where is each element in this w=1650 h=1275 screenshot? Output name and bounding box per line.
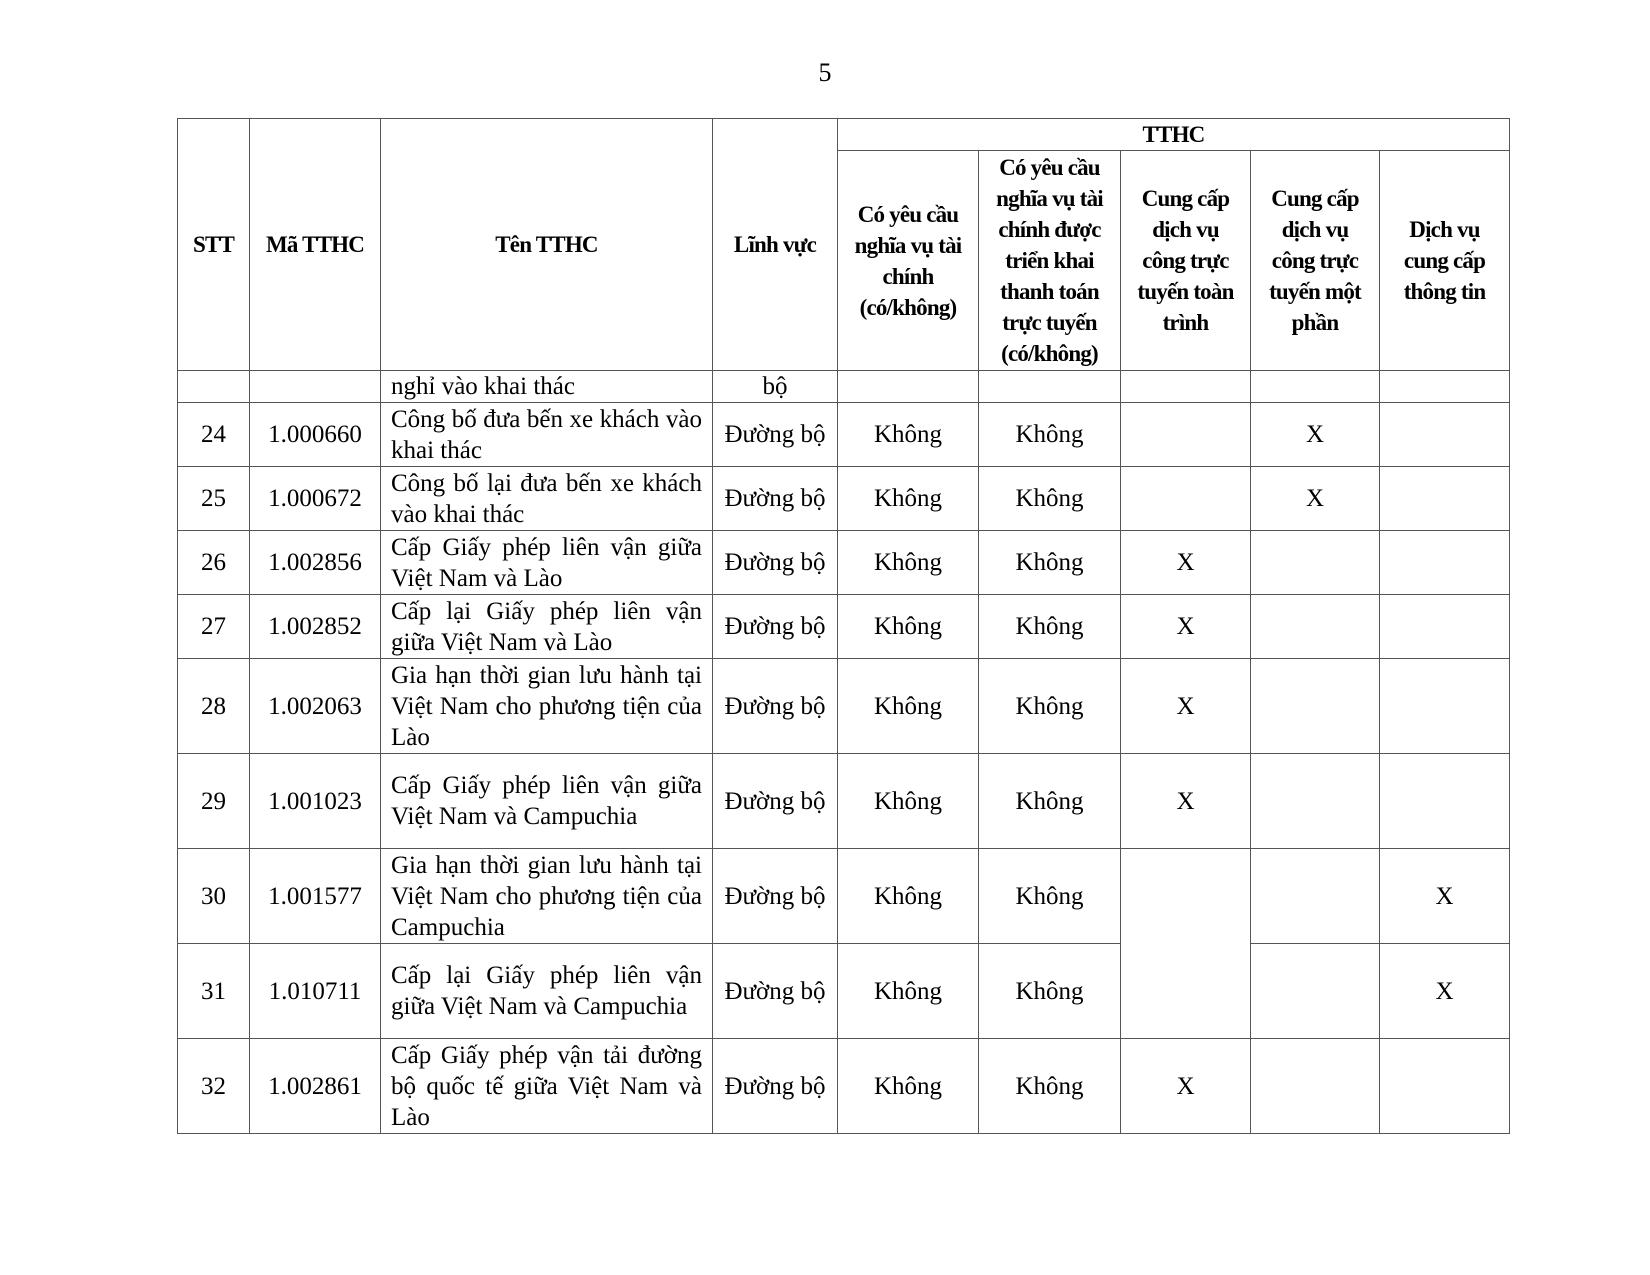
header-thanh-toan: Có yêu cầu nghĩa vụ tài chính được triển khai thanh toán trực tuyến (có/không) (979, 151, 1121, 371)
cell-tai-chinh: Không (838, 754, 979, 849)
cell-thong-tin (1380, 659, 1510, 754)
cell-ten: Gia hạn thời gian lưu hành tại Việt Nam cho phương tiện của Lào (381, 659, 713, 754)
header-toan-trinh: Cung cấp dịch vụ công trực tuyến toàn trình (1121, 151, 1251, 371)
cell-stt: 29 (178, 754, 250, 849)
cell-thong-tin (1380, 1039, 1510, 1134)
cell-ma: 1.002852 (250, 595, 381, 659)
cell-tai-chinh: Không (838, 944, 979, 1039)
cell-stt: 31 (178, 944, 250, 1039)
header-ten-tthc: Tên TTHC (381, 119, 713, 371)
cell-ten: Cấp Giấy phép liên vận giữa Việt Nam và Lào (381, 531, 713, 595)
cell-ma: 1.000672 (250, 467, 381, 531)
cell-thong-tin (1380, 754, 1510, 849)
cell-thong-tin (1380, 595, 1510, 659)
table-row (178, 1039, 1510, 1134)
cell-thanh-toan: Không (979, 849, 1121, 944)
cell-tai-chinh: Không (838, 849, 979, 944)
cell-stt: 30 (178, 849, 250, 944)
cell-linh-vuc: Đường bộ (713, 467, 838, 531)
cell-stt: 28 (178, 659, 250, 754)
header-group-tthc: TTHC (838, 119, 1510, 151)
cell-toan-trinh: X (1121, 1039, 1251, 1134)
cell-ten: Cấp Giấy phép vận tải đường bộ quốc tế giữa Việt Nam và Lào (381, 1039, 713, 1134)
cell-thanh-toan: Không (979, 403, 1121, 467)
table-row (178, 849, 1510, 944)
cell-ten: Cấp lại Giấy phép liên vận giữa Việt Nam và Lào (381, 595, 713, 659)
cell-mot-phan (1251, 944, 1380, 1039)
cell-thong-tin (1380, 403, 1510, 467)
cell-thong-tin (1380, 467, 1510, 531)
cell-linh-vuc: Đường bộ (713, 595, 838, 659)
table-row (178, 531, 1510, 595)
header-thong-tin: Dịch vụ cung cấp thông tin (1380, 151, 1510, 371)
cell-thanh-toan: Không (979, 1039, 1121, 1134)
cell-toan-trinh (1121, 403, 1251, 467)
cell-ten: Công bố lại đưa bến xe khách vào khai thác (381, 467, 713, 531)
cell-tai-chinh: Không (838, 467, 979, 531)
cell-thanh-toan: Không (979, 595, 1121, 659)
cell-ten: Công bố đưa bến xe khách vào khai thác (381, 403, 713, 467)
cell-linh-vuc: Đường bộ (713, 659, 838, 754)
cell-mot-phan (1251, 595, 1380, 659)
table-row (178, 403, 1510, 467)
table-row-continuation (178, 371, 1510, 403)
cell-ma: 1.000660 (250, 403, 381, 467)
header-tai-chinh: Có yêu cầu nghĩa vụ tài chính (có/không) (838, 151, 979, 371)
cell-tai-chinh: Không (838, 1039, 979, 1134)
cell-ten: Gia hạn thời gian lưu hành tại Việt Nam cho phương tiện của Campuchia (381, 849, 713, 944)
cell-ma: 1.001023 (250, 754, 381, 849)
cell-linh-vuc: Đường bộ (713, 849, 838, 944)
cell-ma: 1.010711 (250, 944, 381, 1039)
cell-thong-tin: X (1380, 944, 1510, 1039)
cell-thanh-toan: Không (979, 944, 1121, 1039)
cell-tai-chinh: Không (838, 531, 979, 595)
cell-thong-tin: X (1380, 849, 1510, 944)
cell-mot-phan: X (1251, 467, 1380, 531)
cell-mot-phan (1251, 1039, 1380, 1134)
cell-toan-trinh: X (1121, 595, 1251, 659)
header-linh-vuc: Lĩnh vực (713, 119, 838, 371)
cell-thanh-toan: Không (979, 659, 1121, 754)
cell-tai-chinh: Không (838, 595, 979, 659)
cell-mot-phan (1251, 659, 1380, 754)
cell-linh-vuc: Đường bộ (713, 944, 838, 1039)
cell-thanh-toan: Không (979, 531, 1121, 595)
cell-tai-chinh: Không (838, 659, 979, 754)
table-row (178, 754, 1510, 849)
cell-ma: 1.002861 (250, 1039, 381, 1134)
cell-ma: 1.002063 (250, 659, 381, 754)
cell-stt: 27 (178, 595, 250, 659)
cell-linh-vuc: Đường bộ (713, 754, 838, 849)
cell-ten: nghỉ vào khai thác (381, 371, 713, 403)
header-stt: STT (178, 119, 250, 371)
cell-tai-chinh: Không (838, 403, 979, 467)
header-ma-tthc: Mã TTHC (250, 119, 381, 371)
cell-thanh-toan: Không (979, 754, 1121, 849)
cell-mot-phan (1251, 531, 1380, 595)
table-row (178, 595, 1510, 659)
cell-ten: Cấp Giấy phép liên vận giữa Việt Nam và Campuchia (381, 754, 713, 849)
cell-mot-phan (1251, 849, 1380, 944)
tthc-table (177, 118, 1510, 1134)
cell-ten: Cấp lại Giấy phép liên vận giữa Việt Nam và Campuchia (381, 944, 713, 1039)
header-mot-phan: Cung cấp dịch vụ công trực tuyến một phần (1251, 151, 1380, 371)
cell-toan-trinh: X (1121, 659, 1251, 754)
table-row (178, 467, 1510, 531)
table-row (178, 659, 1510, 754)
page-number: 5 (818, 58, 832, 87)
cell-linh-vuc: Đường bộ (713, 403, 838, 467)
cell-mot-phan: X (1251, 403, 1380, 467)
cell-thanh-toan: Không (979, 467, 1121, 531)
cell-linh-vuc: bộ (713, 371, 838, 403)
table-row (178, 944, 1510, 1039)
cell-ma: 1.001577 (250, 849, 381, 944)
cell-stt: 24 (178, 403, 250, 467)
cell-toan-trinh (1121, 467, 1251, 531)
cell-stt: 25 (178, 467, 250, 531)
cell-toan-trinh (1121, 849, 1251, 1039)
cell-linh-vuc: Đường bộ (713, 1039, 838, 1134)
cell-ma: 1.002856 (250, 531, 381, 595)
cell-thong-tin (1380, 531, 1510, 595)
cell-mot-phan (1251, 754, 1380, 849)
cell-stt: 26 (178, 531, 250, 595)
cell-toan-trinh: X (1121, 754, 1251, 849)
cell-linh-vuc: Đường bộ (713, 531, 838, 595)
cell-stt: 32 (178, 1039, 250, 1134)
cell-toan-trinh: X (1121, 531, 1251, 595)
